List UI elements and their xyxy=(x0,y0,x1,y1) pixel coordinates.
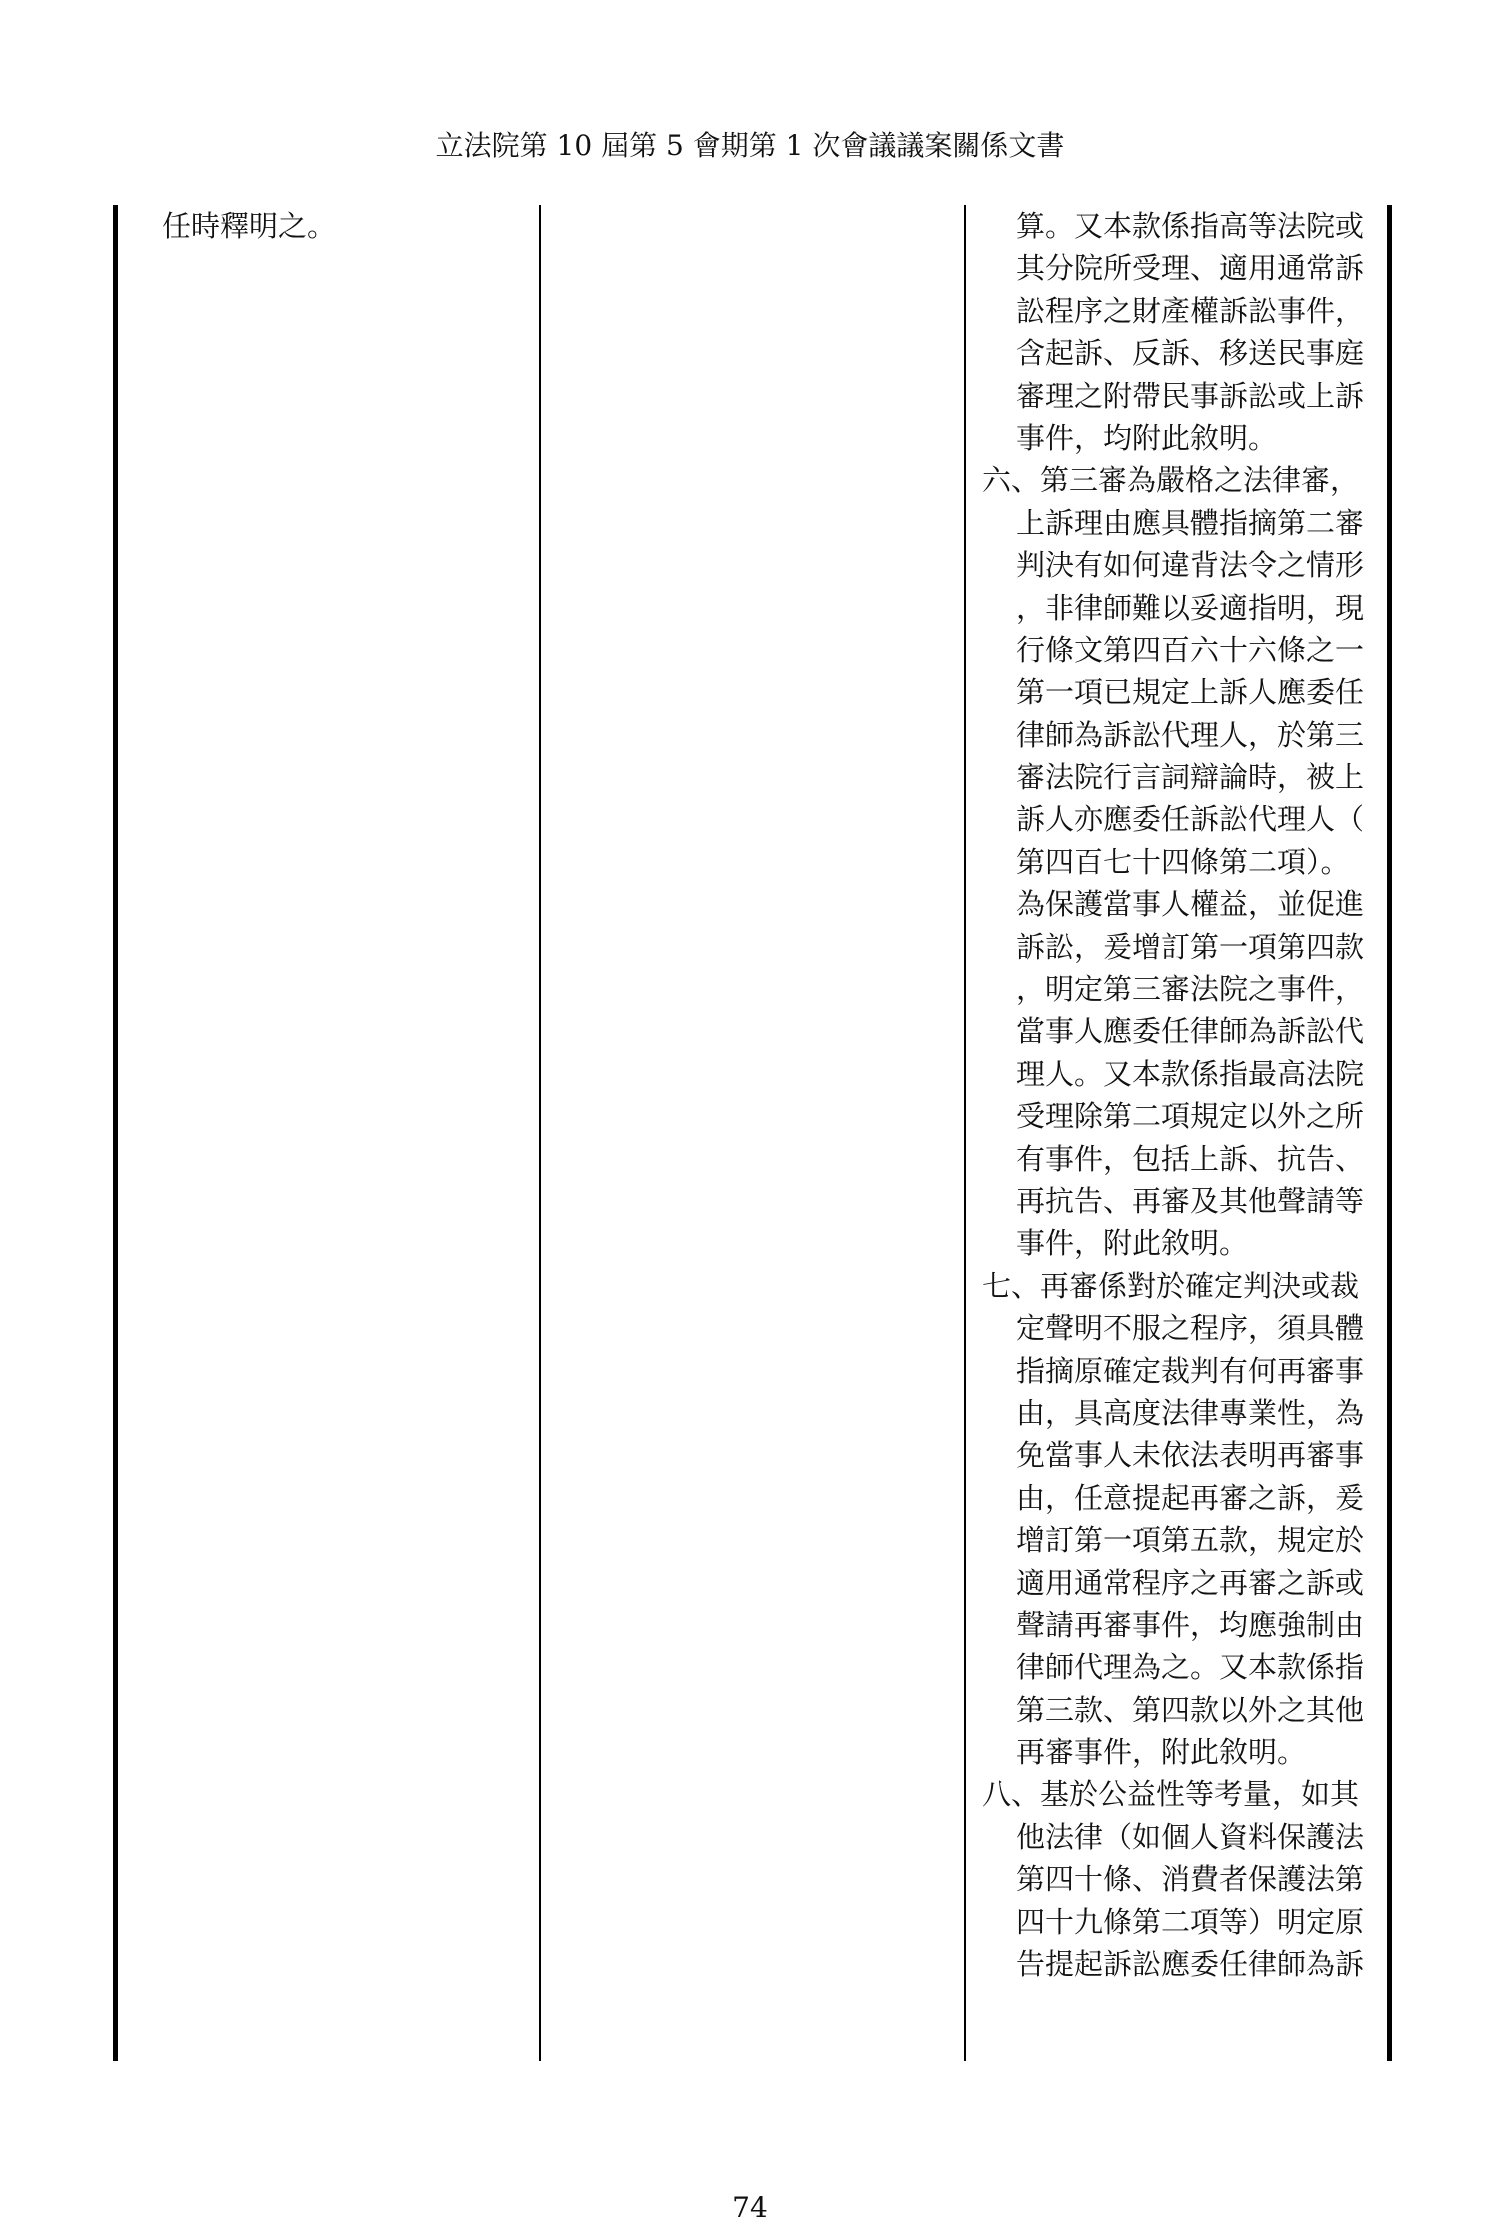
right-column-line: 律師代理為之。又本款係指 xyxy=(1016,1650,1365,1685)
header-title: 立法院第 10 屆第 5 會期第 1 次會議議案關係文書 xyxy=(435,129,1065,162)
page-number xyxy=(0,2191,1500,2225)
right-column-line: 訴人亦應委任訴訟代理人（ xyxy=(1016,802,1365,837)
table-right-border xyxy=(1387,205,1392,2061)
right-column-line: 再審事件，附此敘明。 xyxy=(1016,1735,1307,1770)
right-column-line: 適用通常程序之再審之訴或 xyxy=(1016,1565,1365,1600)
page-number-text: 74 xyxy=(732,2191,768,2224)
right-column-line: 訴訟，爰增訂第一項第四款 xyxy=(1016,929,1365,964)
right-column-line: 有事件，包括上訴、抗告、 xyxy=(1016,1141,1365,1176)
right-column-line: 律師為訴訟代理人，於第三 xyxy=(1016,717,1365,752)
document-header xyxy=(0,128,1500,164)
right-column-line: ，明定第三審法院之事件， xyxy=(1016,972,1365,1007)
right-column-line: 由，具高度法律專業性，為 xyxy=(1016,1395,1365,1430)
right-column-line: 增訂第一項第五款，規定於 xyxy=(1016,1523,1365,1558)
right-column-line: 行條文第四百六十六條之一 xyxy=(1016,632,1365,667)
column-divider-2 xyxy=(964,205,966,2061)
right-column-line: 第一項已規定上訴人應委任 xyxy=(1016,675,1365,710)
right-column-line: 聲請再審事件，均應強制由 xyxy=(1016,1607,1365,1642)
right-column-line: 當事人應委任律師為訴訟代 xyxy=(1016,1014,1365,1049)
right-column-line: 其分院所受理、適用通常訴 xyxy=(1016,251,1365,286)
right-column-line: 判決有如何違背法令之情形 xyxy=(1016,548,1365,583)
right-column-line: 第四百七十四條第二項）。 xyxy=(1016,844,1350,879)
comparison-table xyxy=(0,205,1500,2061)
right-column-line: 八、基於公益性等考量，如其 xyxy=(982,1777,1360,1812)
right-column-line: 六、第三審為嚴格之法律審， xyxy=(982,463,1360,498)
right-column-line: 他法律（如個人資料保護法 xyxy=(1016,1819,1365,1854)
right-column-line: 事件，附此敘明。 xyxy=(1016,1226,1249,1261)
left-column-line: 任時釋明之。 xyxy=(162,209,337,243)
right-column-line: 審理之附帶民事訴訟或上訴 xyxy=(1016,378,1365,413)
column-divider-1 xyxy=(539,205,541,2061)
right-column-line: 含起訴、反訴、移送民事庭 xyxy=(1016,336,1365,371)
right-column-line: 四十九條第二項等）明定原 xyxy=(1016,1904,1365,1939)
right-column-line: 訟程序之財產權訴訟事件， xyxy=(1016,293,1365,328)
left-column xyxy=(162,205,522,247)
right-column-line: 指摘原確定裁判有何再審事 xyxy=(1016,1353,1365,1388)
right-column-line: 告提起訴訟應委任律師為訴 xyxy=(1016,1947,1365,1982)
right-column-line: 上訴理由應具體指摘第二審 xyxy=(1016,505,1365,540)
right-column-line: 定聲明不服之程序，須具體 xyxy=(1016,1311,1365,1346)
right-column-line: 受理除第二項規定以外之所 xyxy=(1016,1099,1365,1134)
right-column-line: 為保護當事人權益，並促進 xyxy=(1016,887,1365,922)
right-column-line: 由，任意提起再審之訴，爰 xyxy=(1016,1480,1365,1515)
right-column-line: 再抗告、再審及其他聲請等 xyxy=(1016,1183,1365,1218)
right-column-line: 七、再審係對於確定判決或裁 xyxy=(982,1268,1360,1303)
right-column-line: 審法院行言詞辯論時，被上 xyxy=(1016,760,1365,795)
right-column-line: 第三款、第四款以外之其他 xyxy=(1016,1692,1365,1727)
right-column-line: 算。又本款係指高等法院或 xyxy=(1016,209,1365,243)
right-column-line: ，非律師難以妥適指明，現 xyxy=(1016,590,1365,625)
right-column-line: 理人。又本款係指最高法院 xyxy=(1016,1056,1365,1091)
right-column-line: 第四十條、消費者保護法第 xyxy=(1016,1862,1365,1897)
right-column xyxy=(982,205,1382,1985)
table-left-border xyxy=(113,205,118,2061)
right-column-line: 事件，均附此敘明。 xyxy=(1016,420,1278,455)
right-column-line: 免當事人未依法表明再審事 xyxy=(1016,1438,1365,1473)
